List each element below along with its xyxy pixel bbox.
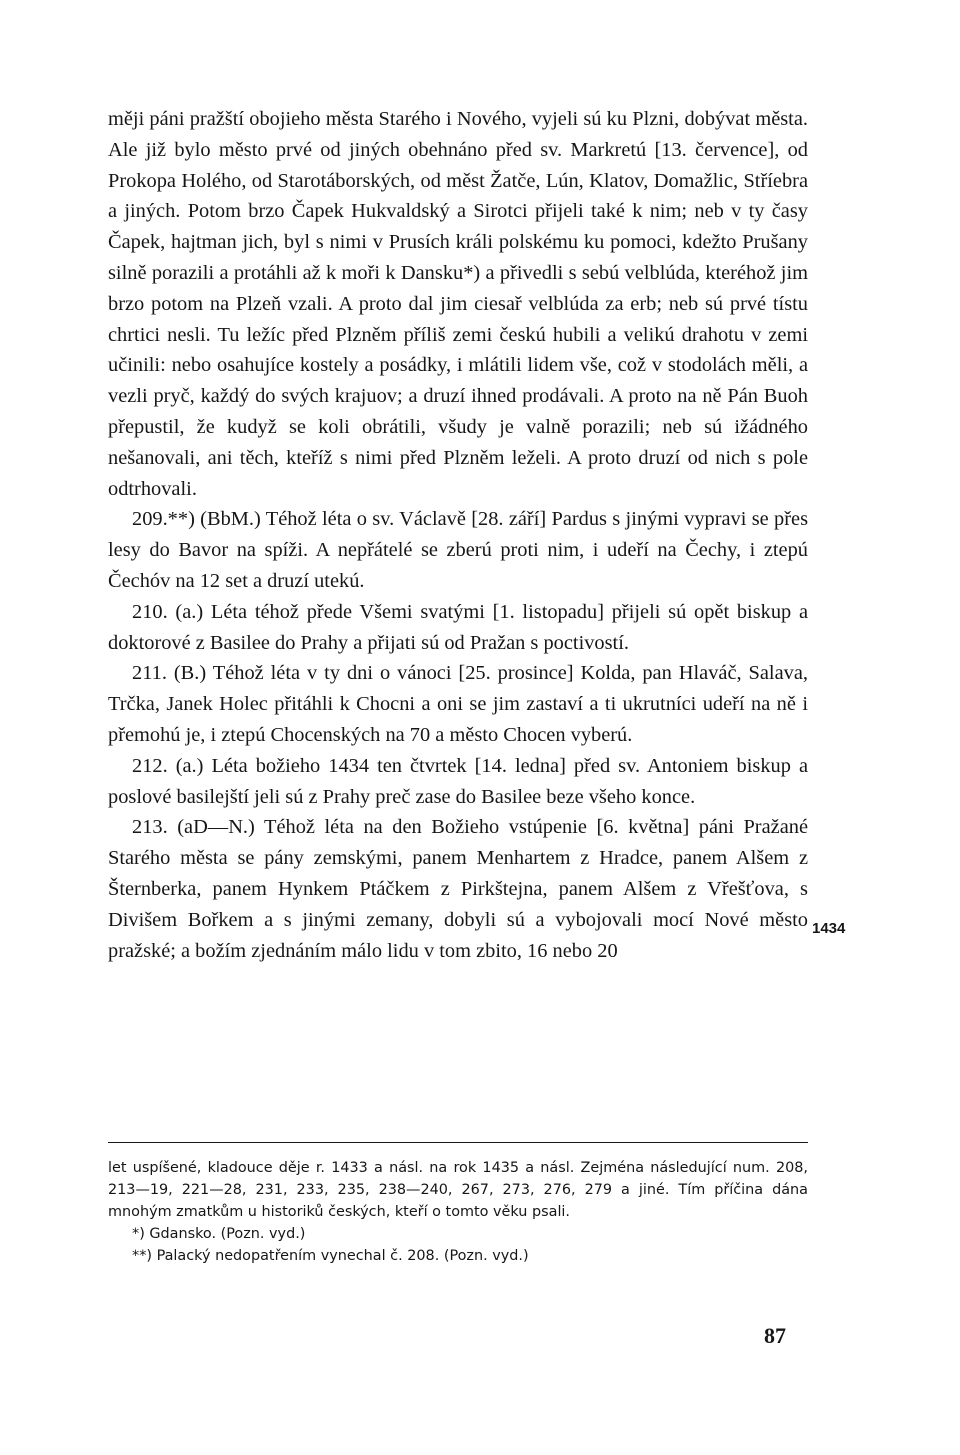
- page-number: 87: [764, 1323, 786, 1348]
- footnote-continuation: let uspíšené, kladouce děje r. 1433 a násl. na rok 1435 a násl. Zejména následující num. 208, 213—19, 221—28, 231, 233, 235, 238—240, 267, 273, 276, 279 a jiné. Tím příčina dána mnohým zmatkům u historiků českých, kteří o tomto věku psali.: [108, 1160, 808, 1220]
- paragraph-entry-210: 210. (a.) Léta téhož přede Všemi svatými [1. listopadu] přijeli sú opět biskup a doktorové z Basilee do Prahy a přijati sú od Pražan s poctivostí.: [108, 600, 808, 654]
- paragraph-entry-212: 212. (a.) Léta božieho 1434 ten čtvrtek [14. ledna] před sv. Antoniem biskup a poslové basilejští jeli sú z Prahy preč zase do Basilee beze všeho konce.: [108, 754, 808, 808]
- paragraph-entry-209: 209.**) (BbM.) Téhož léta o sv. Václavě [28. září] Pardus s jinými vypravi se přes lesy do Bavor na spíži. A nepřátelé se zberú proti nim, i udeří na Čechy, i ztepú Čechóv na 12 set a druzí utekú.: [108, 508, 808, 592]
- margin-year-note: 1434: [812, 920, 846, 937]
- footnote-divider: [108, 1142, 808, 1143]
- main-text: [108, 104, 808, 966]
- paragraph-entry-213: 213. (aD—N.) Téhož léta na den Božieho vstúpenie [6. května] páni Pražané Starého města se pány zemskými, panem Menhartem z Hradce, panem Alšem z Šternberka, panem Hynkem Ptáčkem z Pirkštejna, panem Alšem z Vřešťova, s Divišem Bořkem a s jinými zemany, dobyli sú a vybojovali mocí Nové město pražské; a božím zjednáním málo lidu v tom zbito, 16 nebo 20: [108, 816, 808, 962]
- paragraph-entry-211: 211. (B.) Téhož léta v ty dni o vánoci [25. prosince] Kolda, pan Hlaváč, Salava, Trčka, Janek Holec přitáhli k Chocni a oni se jim zastaví a ti ukrutníci udeří na ně i přemohú je, i ztepú Chocenských na 70 a město Chocen vyberú.: [108, 662, 808, 746]
- footnote-single-asterisk: *) Gdansko. (Pozn. vyd.): [132, 1226, 306, 1242]
- footnote-double-asterisk: **) Palacký nedopatřením vynechal č. 208. (Pozn. vyd.): [132, 1248, 529, 1264]
- footnotes: [108, 1157, 808, 1267]
- paragraph-continuation: měji páni pražští obojieho města Starého i Nového, vyjeli sú ku Plzni, dobývat města. Ale již bylo město prvé od jiných obehnáno před sv. Markretú [13. července], od Prokopa Holého, od Starotáborských, od měst Žatče, Lún, Klatov, Domažlic, Stříebra a jiných. Potom brzo Čapek Hukvaldský a Sirotci přijeli také k nim; neb v ty časy Čapek, hajtman jich, byl s nimi v Prusích králi polskému ku pomoci, kdežto Prušany silně porazili a protáhli až k moři k Dansku*) a přivedli s sebú velblúda, kteréhož jim brzo potom na Plzeň vzali. A proto dal jim ciesař velblúda za erb; neb sú prvé tístu chrtici nesli. Tu ležíc před Plzněm příliš zemi českú hubili a velikú drahotu v zemi učinili: nebo osahujíce kostely a posádky, i mlátili lidem vše, což v stodolách měli, a vezli pryč, každý do svých krajuov; a druzí ihned prodávali. A proto na ně Pán Buoh přepustil, že kudyž se koli obrátili, všudy je valně porazili; neb sú ižádného nešanovali, ani těch, kteříž s nimi před Plzněm leželi. A proto druzí od nich s pole odtrhovali.: [108, 108, 808, 500]
